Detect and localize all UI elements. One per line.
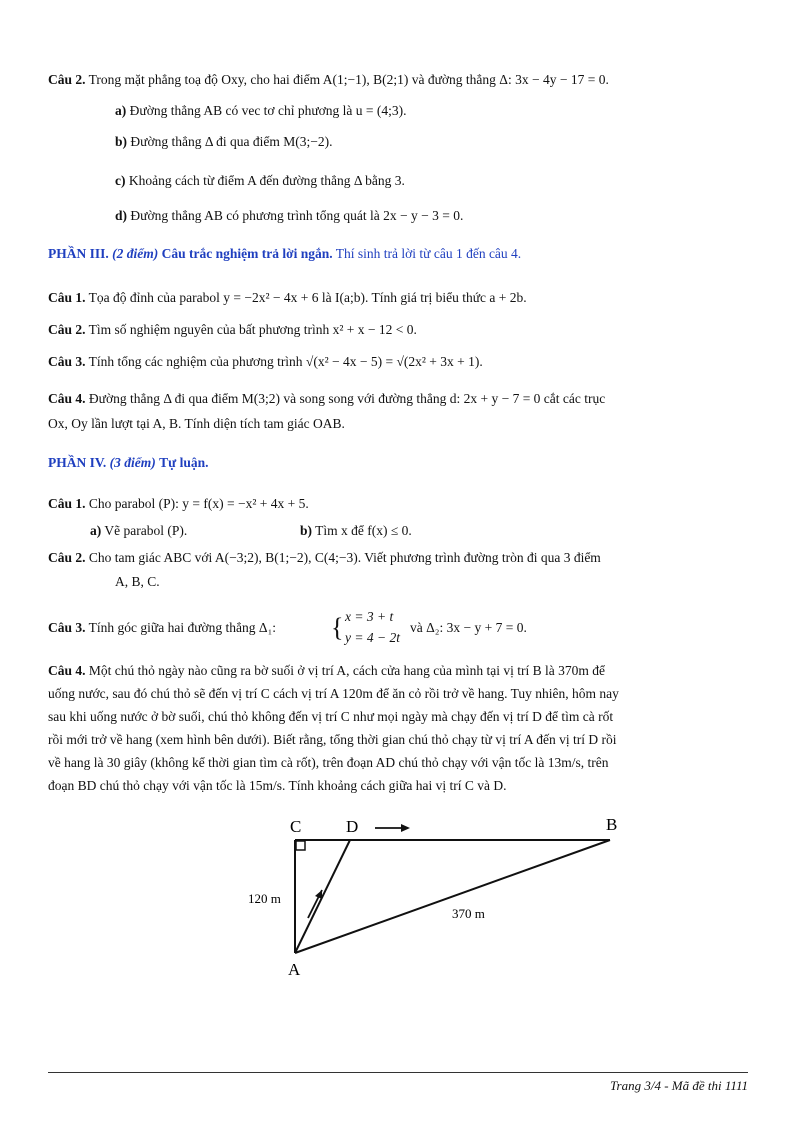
part3-q3 xyxy=(48,354,483,370)
label-c: C xyxy=(290,817,302,836)
q2-label: Câu 2. xyxy=(48,72,86,87)
part3-q2 xyxy=(48,322,417,338)
q2-a-label: a) xyxy=(115,103,127,118)
part4-header xyxy=(48,455,209,471)
q2-d-text: Đường thẳng AB có phương trình tổng quát là 2x − y − 3 = 0. xyxy=(130,208,464,223)
q2-a-text: Đường thẳng AB có vec tơ chỉ phương là u = (4;3). xyxy=(129,103,407,118)
q2-item-a xyxy=(115,103,407,119)
q2-stem-line xyxy=(48,72,609,88)
part4-q1a-text: Vẽ parabol (P). xyxy=(104,523,188,538)
right-angle-mark xyxy=(296,841,305,850)
q2-d-label: d) xyxy=(115,208,128,223)
part4-q1a-label: a) xyxy=(90,523,102,538)
part4-q4-line-6: đoạn BD chú thỏ chạy với vận tốc là 15m/s. Tính khoảng cách giữa hai vị trí C và D. xyxy=(48,778,507,793)
part4-q3-sys-1: x = 3 + t xyxy=(345,609,394,624)
page-footer: Trang 3/4 - Mã đề thi 1111 xyxy=(610,1078,748,1093)
part4-q2-cont: A, B, C. xyxy=(115,574,160,589)
part4-q1b-label: b) xyxy=(300,523,313,538)
footer-divider xyxy=(48,1072,748,1073)
part4-q4-line-3: sau khi uống nước ở bờ suối, chú thỏ không đến vị trí C như mọi ngày mà chạy đến vị trí D để tìm cà rốt xyxy=(48,709,614,724)
part4-q4-line-4: rồi mới trở về hang (xem hình bên dưới). Biết rằng, tổng thời gian chú thỏ chạy từ vị trí A đến vị trí D rồi xyxy=(48,732,617,747)
rabbit-figure xyxy=(230,808,630,988)
part4-q1-text: Cho parabol (P): y = f(x) = −x² + 4x + 5. xyxy=(88,496,309,511)
part4-q3-label: Câu 3. xyxy=(48,620,86,635)
part4-q3-sys-2: y = 4 − 2t xyxy=(345,630,400,645)
part4-q2-text-1: Cho tam giác ABC với A(−3;2), B(1;−2), C(4;−3). Viết phương trình đường tròn đi qua 3 điểm xyxy=(88,550,601,565)
part3-q4-text-1: Đường thẳng Δ đi qua điểm M(3;2) và song song với đường thẳng d: 2x + y − 7 = 0 cắt các trục xyxy=(88,391,606,406)
part3-points: (2 điểm) xyxy=(112,246,159,261)
part3-heading: Câu trắc nghiệm trả lời ngắn. xyxy=(161,246,333,261)
label-d: D xyxy=(346,817,359,836)
part4-q4-line-1: Một chú thỏ ngày nào cũng ra bờ suối ở vị trí A, cách cửa hang của mình tại vị trí B là 370m để xyxy=(88,663,605,678)
part4-points: (3 điểm) xyxy=(109,455,156,470)
part4-q3-post: và Δ₂: 3x − y + 7 = 0. xyxy=(410,620,527,635)
part4-q1-label: Câu 1. xyxy=(48,496,86,511)
q2-item-d xyxy=(115,208,463,224)
q2-stem: Trong mặt phẳng toạ độ Oxy, cho hai điểm A(1;−1), B(2;1) và đường thẳng Δ: 3x − 4y − 17 = 0. xyxy=(88,72,609,87)
part3-note: Thí sinh trả lời từ câu 1 đến câu 4. xyxy=(335,246,522,261)
part4-q1a xyxy=(90,523,187,539)
q2-item-c xyxy=(115,173,405,189)
arrow-db-head xyxy=(401,824,410,832)
part4-heading: Tự luận. xyxy=(159,455,209,470)
part4-q1b xyxy=(300,523,412,539)
part3-q3-label: Câu 3. xyxy=(48,354,86,369)
part3-q4 xyxy=(48,391,605,407)
part4-q2-label: Câu 2. xyxy=(48,550,86,565)
q2-c-label: c) xyxy=(115,173,126,188)
part4-q4-label: Câu 4. xyxy=(48,663,86,678)
part4-q4-line-2: uống nước, sau đó chú thỏ sẽ đến vị trí C cách vị trí A 120m để ăn cỏ rồi trở về hang. Tuy nhiên, hôm nay xyxy=(48,686,619,701)
part4-q3 xyxy=(48,620,276,636)
part4-q3-brace: { xyxy=(331,613,344,642)
part3-q1-text: Tọa độ đỉnh của parabol y = −2x² − 4x + 6 là I(a;b). Tính giá trị biểu thức a + 2b. xyxy=(88,290,527,305)
part4-q4 xyxy=(48,663,605,679)
part3-header xyxy=(48,246,521,262)
part3-q3-text: Tính tổng các nghiệm của phương trình √(x² − 4x − 5) = √(2x² + 3x + 1). xyxy=(88,354,483,369)
part3-q1 xyxy=(48,290,527,306)
part4-q3-pre: Tính góc giữa hai đường thẳng Δ₁: xyxy=(88,620,277,635)
q2-b-text: Đường thẳng Δ đi qua điểm M(3;−2). xyxy=(130,134,333,149)
label-b: B xyxy=(606,815,618,834)
part4-q4-line-5: về hang là 30 giây (không kể thời gian tìm cà rốt), trên đoạn AD chú thỏ chạy với vận tốc là 13m/s, trên xyxy=(48,755,609,770)
part4-q1 xyxy=(48,496,309,512)
part3-title: PHẦN III. xyxy=(48,246,109,261)
part3-q2-label: Câu 2. xyxy=(48,322,86,337)
part3-q4-label: Câu 4. xyxy=(48,391,86,406)
q2-item-b xyxy=(115,134,333,150)
part4-title: PHẦN IV. xyxy=(48,455,107,470)
part4-q2 xyxy=(48,550,601,566)
q2-b-label: b) xyxy=(115,134,128,149)
part4-q1b-text: Tìm x để f(x) ≤ 0. xyxy=(315,523,412,538)
part3-q4-cont: Ox, Oy lần lượt tại A, B. Tính diện tích tam giác OAB. xyxy=(48,416,345,431)
label-a: A xyxy=(288,960,301,979)
length-ab: 370 m xyxy=(452,906,485,921)
part3-q1-label: Câu 1. xyxy=(48,290,86,305)
part3-q2-text: Tìm số nghiệm nguyên của bất phương trình x² + x − 12 < 0. xyxy=(88,322,417,337)
q2-c-text: Khoảng cách từ điểm A đến đường thẳng Δ bằng 3. xyxy=(128,173,405,188)
length-ac: 120 m xyxy=(248,891,281,906)
